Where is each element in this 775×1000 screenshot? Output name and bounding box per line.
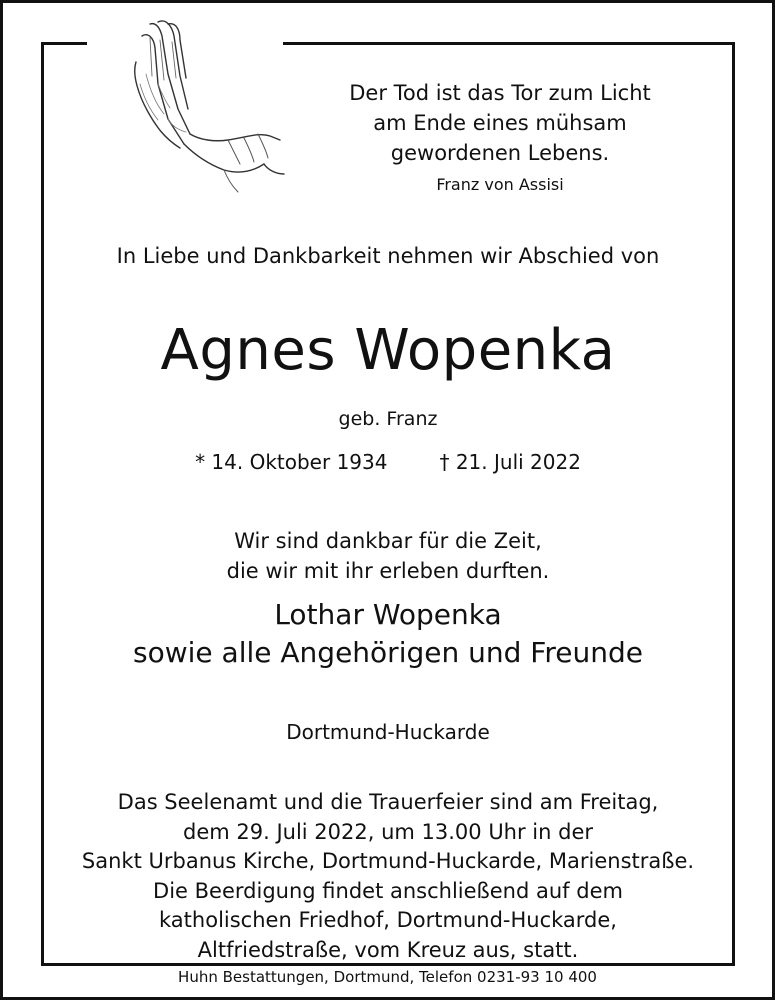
service-line: Altfriedstraße, vom Kreuz aus, statt. (197, 937, 579, 962)
service-line: katholischen Friedhof, Dortmund-Huckarde, (159, 908, 617, 932)
birth-date: * 14. Oktober 1934 (195, 450, 388, 474)
quote-line: am Ende eines mühsam (373, 111, 627, 135)
footer-undertaker: Huhn Bestattungen, Dortmund, Telefon 0231-93 10 400 (178, 968, 597, 986)
service-line: dem 29. Juli 2022, um 13.00 Uhr in der (182, 819, 594, 844)
frame-top-left-segment (41, 42, 87, 45)
praying-hands-icon (128, 14, 288, 194)
quote-text (300, 78, 700, 168)
quote-line: gewordenen Lebens. (390, 141, 610, 165)
service-details (41, 788, 735, 965)
service-line: Die Beerdigung findet anschließend auf dem (153, 878, 623, 903)
thanks-line: Wir sind dankbar für die Zeit, (234, 529, 542, 553)
frame-top-right-segment (283, 42, 735, 45)
quote-author: Franz von Assisi (436, 175, 564, 194)
intro-text: In Liebe und Dankbarkeit nehmen wir Abschied von (116, 244, 660, 268)
mourner-line: sowie alle Angehörigen und Freunde (133, 636, 643, 669)
quote-line: Der Tod ist das Tor zum Licht (349, 81, 651, 105)
birth-name: geb. Franz (338, 408, 438, 430)
thanks-line: die wir mit ihr erleben durften. (226, 559, 550, 583)
place: Dortmund-Huckarde (286, 720, 490, 744)
deceased-name: Agnes Wopenka (160, 318, 616, 383)
life-dates (41, 450, 735, 474)
mourners (41, 596, 735, 672)
thanks-text (41, 526, 735, 586)
service-line: Das Seelenamt und die Trauerfeier sind am Freitag, (117, 790, 659, 814)
mourner-line: Lothar Wopenka (274, 598, 502, 631)
death-date: † 21. Juli 2022 (439, 450, 581, 474)
service-line: Sankt Urbanus Kirche, Dortmund-Huckarde, Marienstraße. (81, 849, 695, 873)
